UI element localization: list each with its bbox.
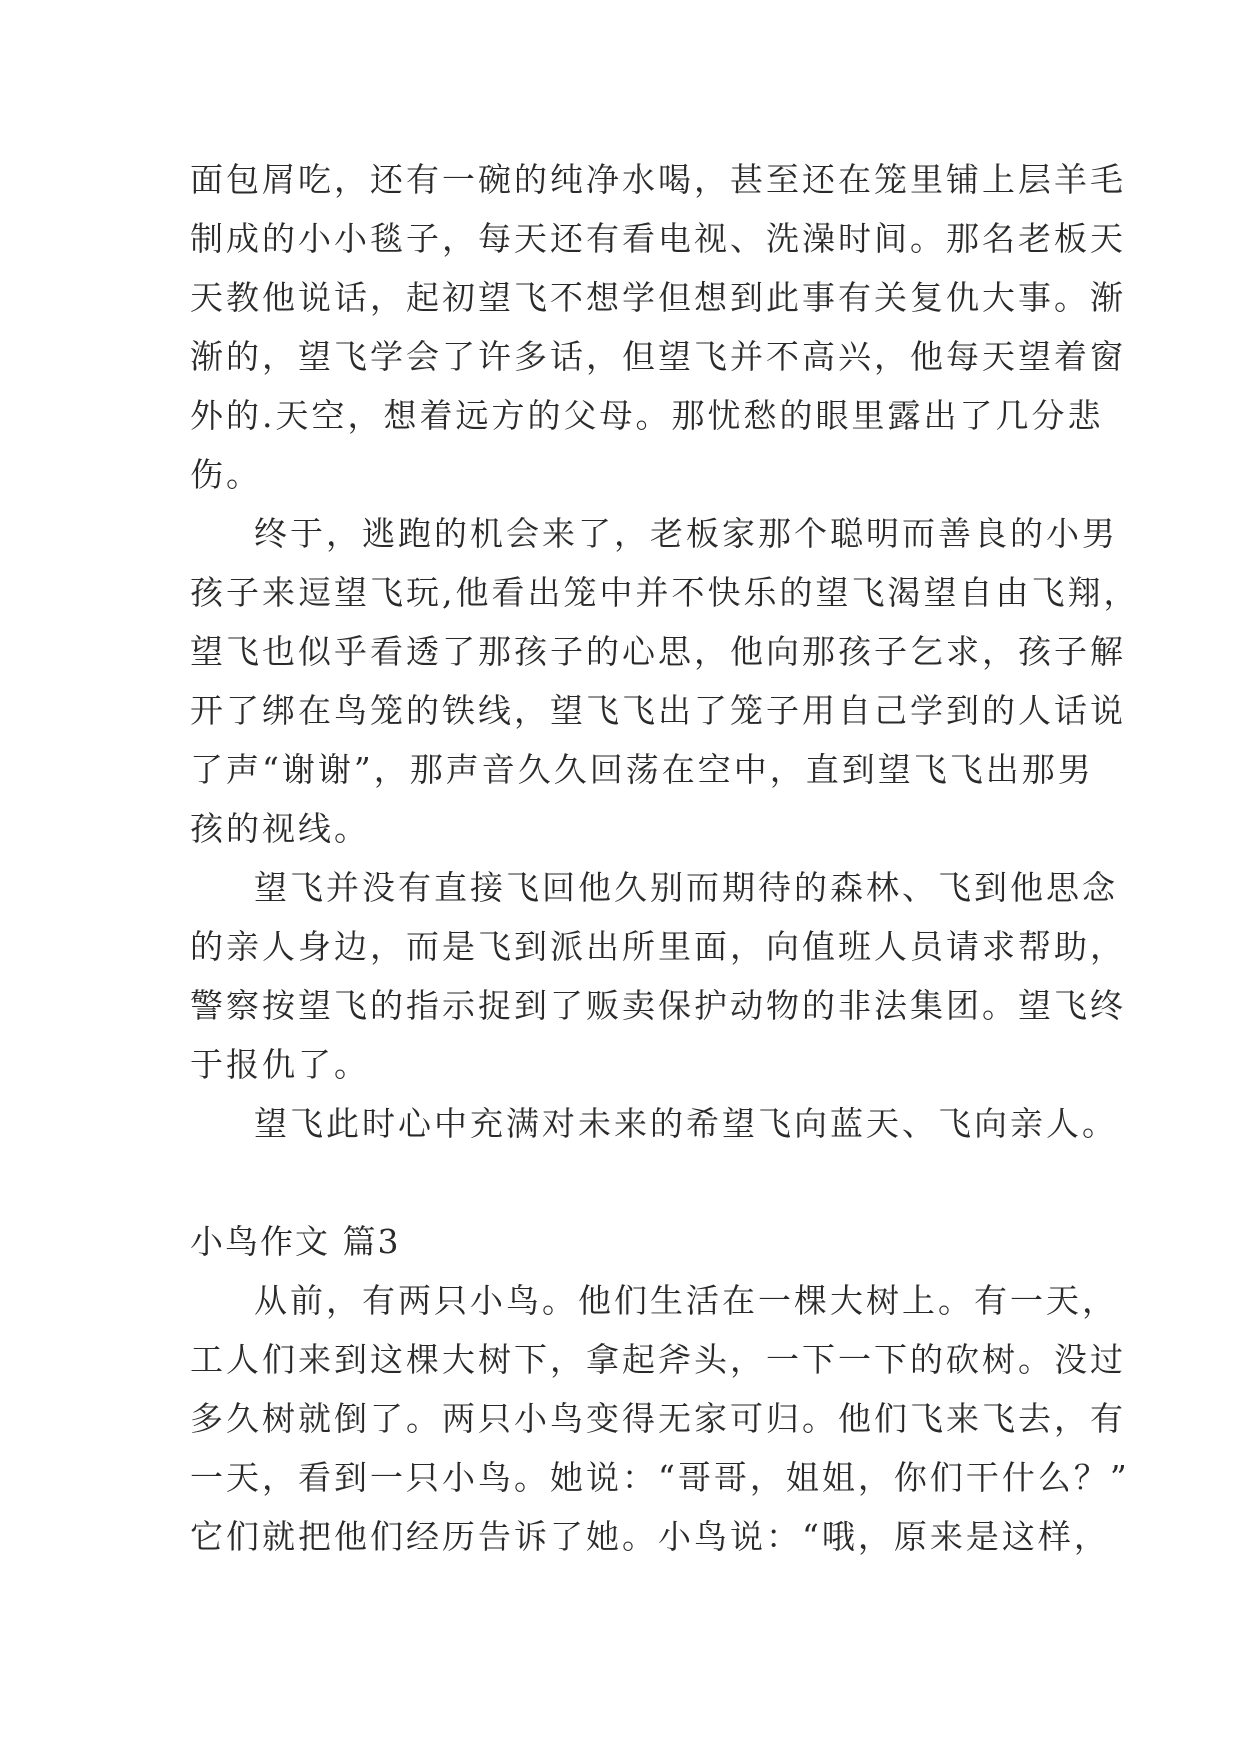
text-line: 开了绑在鸟笼的铁线，望飞飞出了笼子用自己学到的人话说 xyxy=(190,691,1126,730)
text-line: 望飞此时心中充满对未来的希望飞向蓝天、飞向亲人。 xyxy=(254,1104,1118,1143)
text-line: 从前，有两只小鸟。他们生活在一棵大树上。有一天， xyxy=(254,1281,1118,1320)
text-line: 孩子来逗望飞玩,他看出笼中并不快乐的望飞渴望自由飞翔， xyxy=(190,573,1140,612)
text-line: 望飞也似乎看透了那孩子的心思，他向那孩子乞求，孩子解 xyxy=(190,632,1126,671)
document-body xyxy=(190,150,1140,1566)
text-line: 多久树就倒了。两只小鸟变得无家可归。他们飞来飞去，有 xyxy=(190,1399,1126,1438)
text-line: 警察按望飞的指示捉到了贩卖保护动物的非法集团。望飞终 xyxy=(190,986,1126,1025)
text-line: 望飞并没有直接飞回他久别而期待的森林、飞到他思念 xyxy=(254,868,1118,907)
text-line: 伤。 xyxy=(190,455,262,494)
text-line: 于报仇了。 xyxy=(190,1045,370,1084)
section-heading: 小鸟作文 篇3 xyxy=(190,1222,401,1261)
paragraph-2 xyxy=(190,504,1140,858)
paragraph-3 xyxy=(190,858,1126,1094)
text-line: 外的.天空，想着远方的父母。那忧愁的眼里露出了几分悲 xyxy=(190,396,1104,435)
paragraph-1 xyxy=(190,150,1126,504)
text-line: 渐的，望飞学会了许多话，但望飞并不高兴，他每天望着窗 xyxy=(190,337,1126,376)
text-line: 它们就把他们经历告诉了她。小鸟说：“哦，原来是这样， xyxy=(190,1517,1110,1556)
text-line: 制成的小小毯子，每天还有看电视、洗澡时间。那名老板天 xyxy=(190,219,1126,258)
text-line: 面包屑吃，还有一碗的纯净水喝，甚至还在笼里铺上层羊毛 xyxy=(190,160,1126,199)
text-line: 终于，逃跑的机会来了，老板家那个聪明而善良的小男 xyxy=(254,514,1118,553)
text-line: 了声“谢谢”，那声音久久回荡在空中，直到望飞飞出那男 xyxy=(190,750,1094,789)
blank-line xyxy=(190,1153,1060,1212)
paragraph-4 xyxy=(190,1094,1118,1153)
section-paragraph-1 xyxy=(190,1271,1130,1566)
text-line: 孩的视线。 xyxy=(190,809,370,848)
text-line: 的亲人身边，而是飞到派出所里面，向值班人员请求帮助， xyxy=(190,927,1126,966)
text-line: 天教他说话，起初望飞不想学但想到此事有关复仇大事。渐 xyxy=(190,278,1126,317)
text-line: 工人们来到这棵大树下，拿起斧头，一下一下的砍树。没过 xyxy=(190,1340,1126,1379)
text-line: 一天，看到一只小鸟。她说：“哥哥，姐姐，你们干什么？” xyxy=(190,1458,1130,1497)
